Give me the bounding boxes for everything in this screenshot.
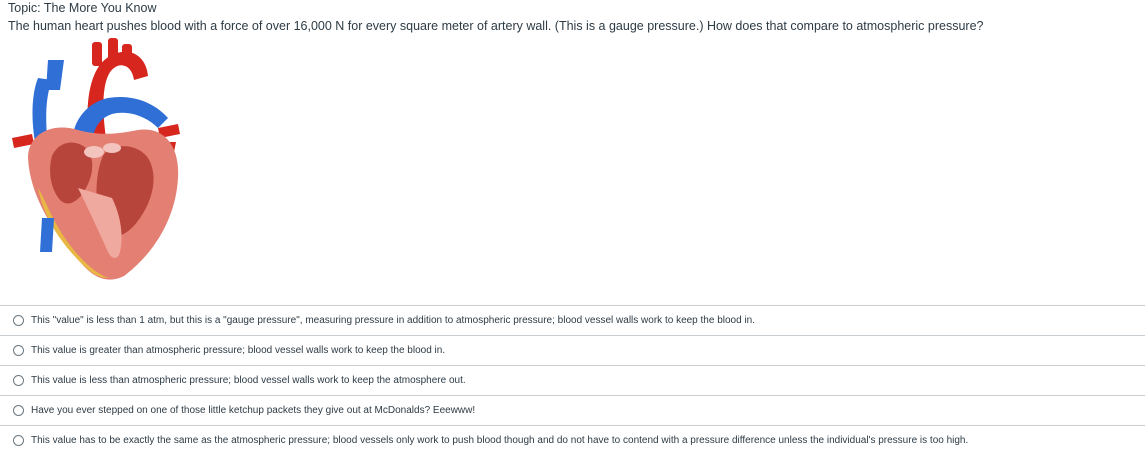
answer-label: Have you ever stepped on one of those little ketchup packets they give out at McDonalds? Eeewww!: [31, 405, 476, 416]
answer-option-3[interactable]: [0, 365, 1145, 395]
radio-button[interactable]: [13, 375, 24, 386]
radio-button[interactable]: [13, 345, 24, 356]
heart-illustration: [8, 38, 183, 283]
answer-list: [0, 305, 1145, 455]
answer-label: This "value" is less than 1 atm, but this is a "gauge pressure", measuring pressure in addition to atmospheric pressure; blood vessel walls work to keep the blood in.: [31, 315, 756, 326]
answer-label: This value is greater than atmospheric pressure; blood vessel walls work to keep the blood in.: [31, 345, 446, 356]
answer-option-1[interactable]: [0, 305, 1145, 335]
answer-option-5[interactable]: [0, 425, 1145, 455]
answer-label: This value has to be exactly the same as the atmospheric pressure; blood vessels only work to push blood though and do not have to contend with a pressure difference unless the individual's pressure is too high.: [31, 435, 969, 446]
radio-button[interactable]: [13, 435, 24, 446]
radio-button[interactable]: [13, 405, 24, 416]
answer-option-4[interactable]: [0, 395, 1145, 425]
answer-label: This value is less than atmospheric pressure; blood vessel walls work to keep the atmosphere out.: [31, 375, 466, 386]
answer-option-2[interactable]: [0, 335, 1145, 365]
topic-heading: Topic: The More You Know: [8, 1, 157, 15]
question-text: The human heart pushes blood with a force of over 16,000 N for every square meter of artery wall. (This is a gauge pressure.) How does that compare to atmospheric pressure?: [8, 19, 984, 33]
radio-button[interactable]: [13, 315, 24, 326]
